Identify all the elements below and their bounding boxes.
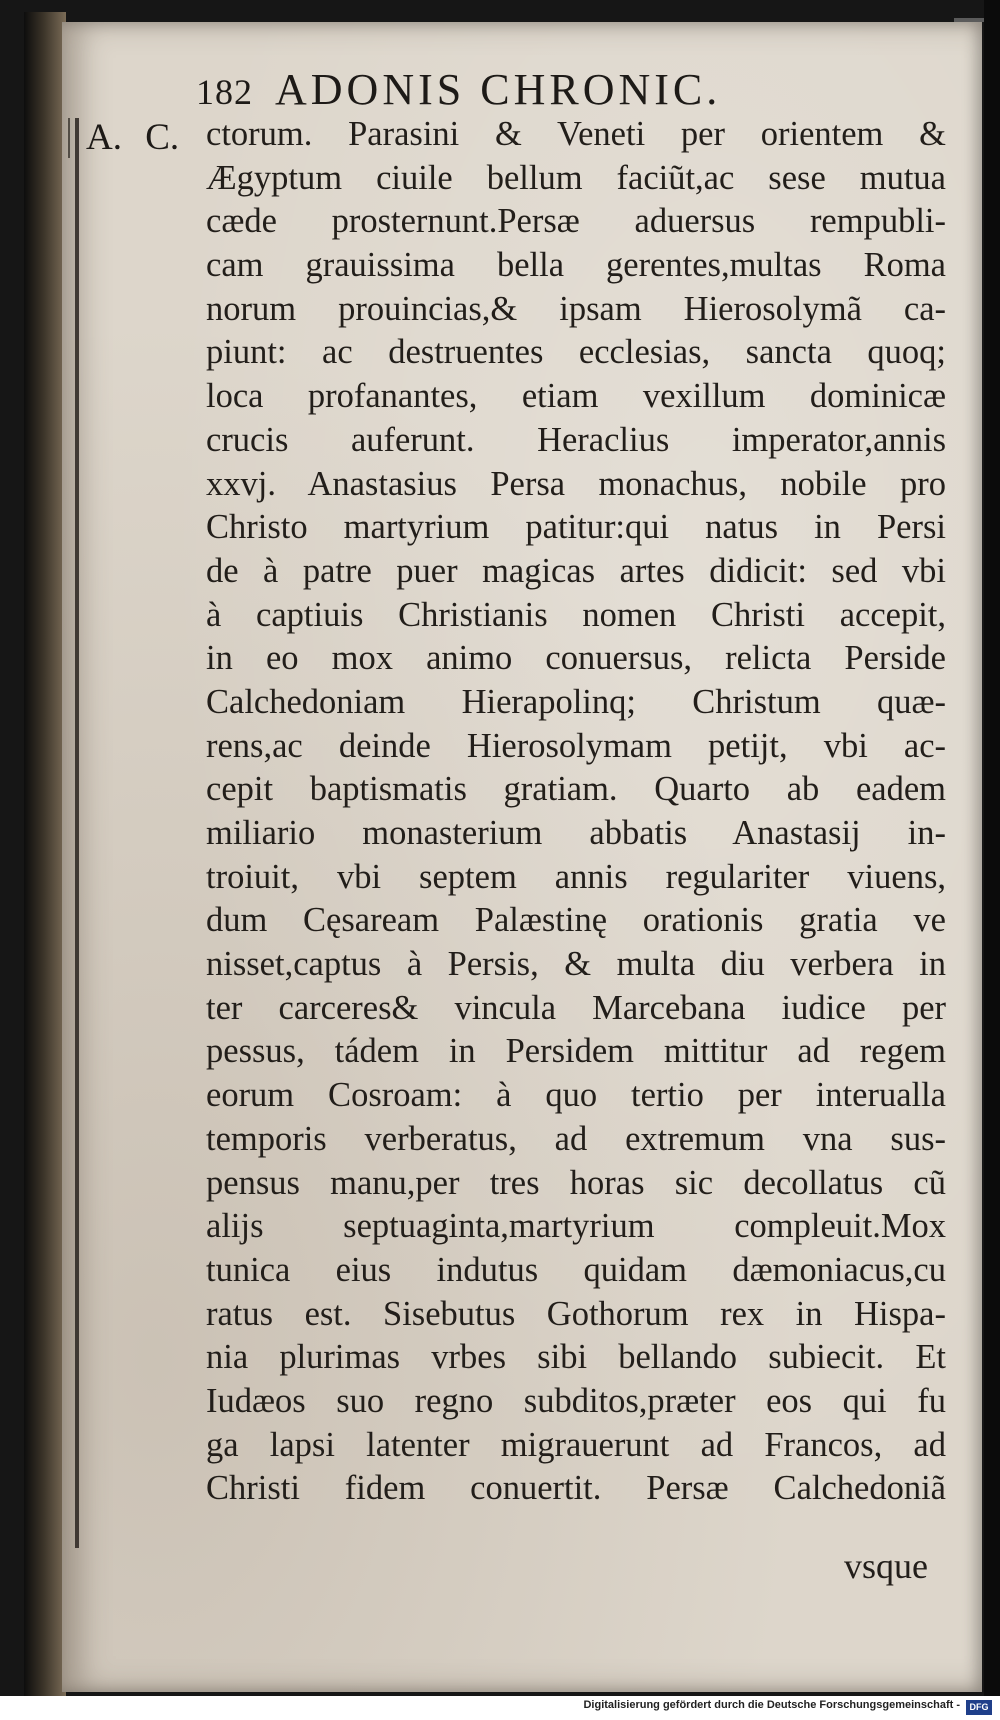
text-line: nisset,captus à Persis, & multa diu verbera in <box>206 945 946 984</box>
text-line: ratus est. Sisebutus Gothorum rex in Hispa- <box>206 1294 946 1333</box>
text-line: piunt: ac destruentes ecclesias, sancta quoq; <box>206 333 946 372</box>
text-line: Calchedoniam Hierapolinq; Christum quæ- <box>206 682 946 721</box>
catchword: vsque <box>844 1546 928 1586</box>
scan-border-right <box>984 0 1000 1720</box>
text-line: miliario monasterium abbatis Anastasij in- <box>206 814 946 852</box>
margin-rule <box>75 118 79 1548</box>
text-line: in eo mox animo conuersus, relicta Perside <box>206 639 946 678</box>
book-binding-edge <box>24 12 66 1702</box>
text-line: eorum Cosroam: à quo tertio per interualla <box>206 1076 946 1115</box>
text-line: tunica eius indutus quidam dæmoniacus,cu <box>206 1250 946 1289</box>
text-line: à captiuis Christianis nomen Christi accepit, <box>206 595 946 634</box>
text-line: Ægyptum ciuile bellum faciũt,ac sese mutua <box>206 158 946 197</box>
text-line: ctorum. Parasini & Veneti per orientem & <box>206 115 946 153</box>
funding-credit: Digitalisierung gefördert durch die Deutsche Forschungsgemeinschaft - <box>583 1699 960 1711</box>
text-line: ter carceres& vincula Marcebana iudice per <box>206 988 946 1027</box>
margin-rule-secondary <box>68 118 70 158</box>
text-line: rens,ac deinde Hierosolymam petijt, vbi ac- <box>206 726 946 765</box>
text-line: Christi fidem conuertit. Persæ Calchedoniã <box>206 1469 946 1508</box>
margin-note: A. C. <box>86 117 180 158</box>
text-line: cepit baptismatis gratiam. Quarto ab eadem <box>206 770 946 809</box>
running-head <box>196 64 896 115</box>
text-line: cæde prosternunt.Persæ aduersus rempubli- <box>206 202 946 241</box>
text-line: Iudæos suo regno subditos,præter eos qui fu <box>206 1381 946 1420</box>
text-line: Christo martyrium patitur:qui natus in Persi <box>206 508 946 547</box>
text-line: nia plurimas vrbes sibi bellando subiecit. Et <box>206 1338 946 1377</box>
text-line: cam grauissima bella gerentes,multas Roma <box>206 246 946 285</box>
body-text <box>206 113 946 1511</box>
text-line: temporis verberatus, ad extremum vna sus- <box>206 1119 946 1158</box>
text-line: pessus, tádem in Persidem mittitur ad regem <box>206 1032 946 1071</box>
text-line: alijs septuaginta,martyrium compleuit.Mox <box>206 1207 946 1246</box>
text-line: loca profanantes, etiam vexillum dominicæ <box>206 377 946 416</box>
text-line: norum prouincias,& ipsam Hierosolymã ca- <box>206 289 946 328</box>
text-line: ga lapsi latenter migrauerunt ad Francos, ad <box>206 1425 946 1464</box>
running-title: ADONIS CHRONIC. <box>275 65 722 114</box>
text-line: pensus manu,per tres horas sic decollatus cũ <box>206 1163 946 1202</box>
text-line: de à patre puer magicas artes didicit: sed vbi <box>206 551 946 590</box>
text-line: dum Cęsaream Palæstinę orationis gratia ve <box>206 901 946 940</box>
footer-bar <box>0 1696 1000 1720</box>
text-line: troiuit, vbi septem annis regulariter viuens, <box>206 857 946 896</box>
text-line: crucis auferunt. Heraclius imperator,annis <box>206 420 946 459</box>
dfg-logo-icon: DFG <box>966 1700 992 1715</box>
page-number: 182 <box>196 72 253 112</box>
text-line: xxvj. Anastasius Persa monachus, nobile pro <box>206 464 946 503</box>
scan-ruler-mark <box>954 18 984 22</box>
